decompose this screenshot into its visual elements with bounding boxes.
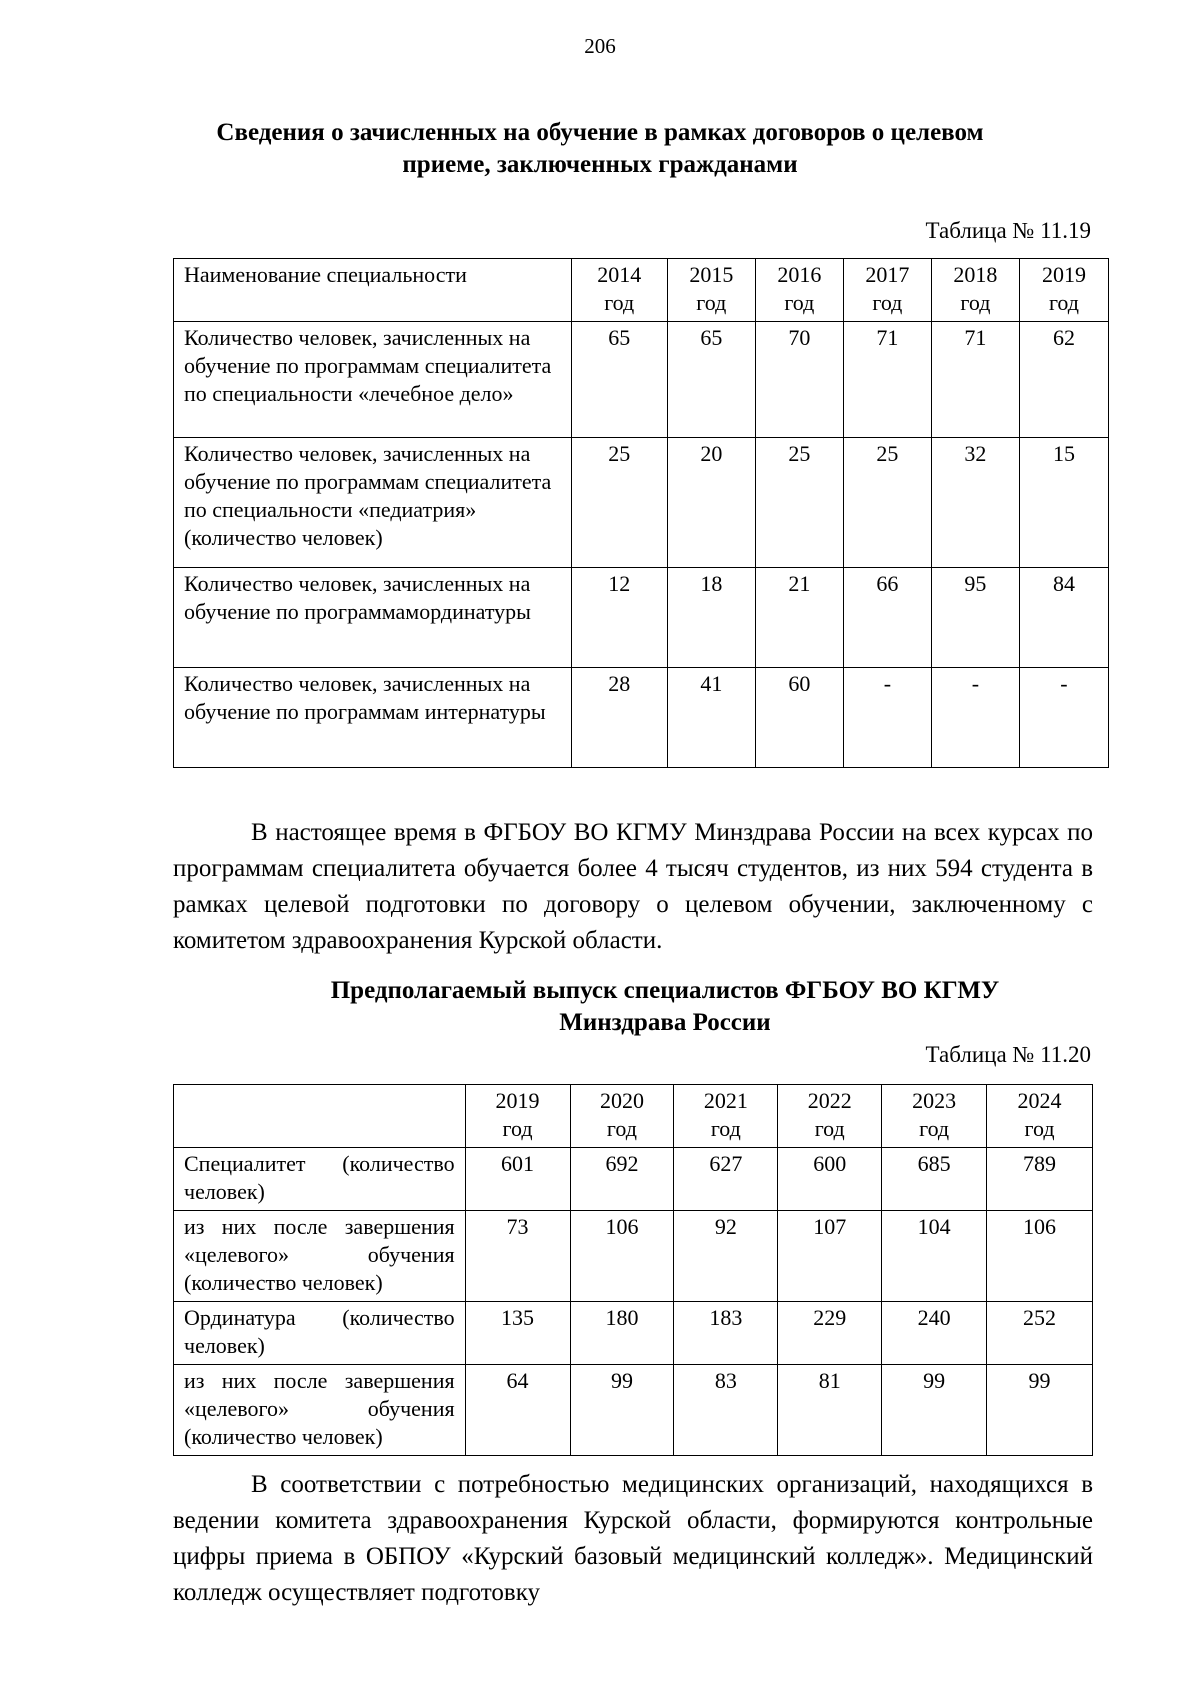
year-label: 2016 <box>777 262 822 287</box>
column-header-year <box>931 259 1019 322</box>
cell-value: 83 <box>674 1365 778 1456</box>
cell-value: 99 <box>882 1365 987 1456</box>
paragraph-1: В настоящее время в ФГБОУ ВО КГМУ Минздрава России на всех курсах по программам специалитета обучается более 4 тысяч студентов, из них 594 студента в рамках целевой подготовки по договору о целевом обучении, заключенному с комитетом здравоохранения Курской области. <box>173 819 1093 954</box>
cell-value: 15 <box>1019 438 1108 568</box>
cell-value: 107 <box>778 1211 882 1302</box>
table-row <box>174 1365 1093 1456</box>
table-row <box>174 438 1109 568</box>
year-unit: год <box>960 290 991 315</box>
year-label: 2024 <box>1017 1088 1062 1113</box>
table-row <box>174 668 1109 768</box>
table1-heading-line1: Сведения о зачисленных на обучение в рамках договоров о целевом <box>216 119 984 146</box>
year-label: 2023 <box>912 1088 957 1113</box>
cell-value: 65 <box>667 322 755 438</box>
cell-value: 64 <box>465 1365 570 1456</box>
cell-value: 41 <box>667 668 755 768</box>
year-label: 2018 <box>953 262 998 287</box>
table2-label: Таблица № 11.20 <box>925 1042 1091 1067</box>
cell-value: 692 <box>570 1148 674 1211</box>
column-header-year <box>571 259 667 322</box>
year-unit: год <box>710 1116 741 1141</box>
cell-value: 21 <box>755 568 843 668</box>
cell-value: 60 <box>755 668 843 768</box>
year-label: 2019 <box>1041 262 1086 287</box>
row-name: Специалитет (количество человек) <box>174 1148 466 1211</box>
cell-value: 229 <box>778 1302 882 1365</box>
column-header-year <box>987 1085 1093 1148</box>
cell-value: 601 <box>465 1148 570 1211</box>
cell-value: 12 <box>571 568 667 668</box>
cell-value: 71 <box>843 322 931 438</box>
row-name: из них после завершения «целевого» обучения (количество человек) <box>174 1211 466 1302</box>
cell-value: 71 <box>931 322 1019 438</box>
column-header-year <box>778 1085 882 1148</box>
row-name: Ординатура (количество человек) <box>174 1302 466 1365</box>
table2-heading-line1: Предполагаемый выпуск специалистов ФГБОУ ВО КГМУ <box>330 977 1000 1004</box>
row-name: Количество человек, зачисленных на обучение по программамординатуры <box>174 568 572 668</box>
year-label: 2015 <box>689 262 734 287</box>
year-label: 2022 <box>807 1088 852 1113</box>
cell-value: 135 <box>465 1302 570 1365</box>
cell-value: 789 <box>987 1148 1093 1211</box>
table-row <box>174 322 1109 438</box>
table-row <box>174 1211 1093 1302</box>
table-row <box>174 1148 1093 1211</box>
cell-value: 99 <box>987 1365 1093 1456</box>
column-header-year <box>667 259 755 322</box>
table1-label: Таблица № 11.19 <box>925 218 1091 243</box>
cell-value: - <box>1019 668 1108 768</box>
year-unit: год <box>502 1116 533 1141</box>
cell-value: 28 <box>571 668 667 768</box>
cell-value: 104 <box>882 1211 987 1302</box>
year-unit: год <box>784 290 815 315</box>
cell-value: 18 <box>667 568 755 668</box>
cell-value: 180 <box>570 1302 674 1365</box>
cell-value: 183 <box>674 1302 778 1365</box>
column-header-year <box>882 1085 987 1148</box>
year-unit: год <box>919 1116 950 1141</box>
year-unit: год <box>606 1116 637 1141</box>
table1-heading <box>150 117 1050 181</box>
table-row <box>174 568 1109 668</box>
cell-value: 25 <box>571 438 667 568</box>
row-name: Количество человек, зачисленных на обучение по программам специалитета по специальности «лечебное дело» <box>174 322 572 438</box>
cell-value: 600 <box>778 1148 882 1211</box>
year-unit: год <box>604 290 635 315</box>
year-unit: год <box>1024 1116 1055 1141</box>
table1-heading-line2: приеме, заключенных гражданами <box>402 151 798 178</box>
year-unit: год <box>696 290 727 315</box>
year-unit: год <box>872 290 903 315</box>
page-number: 206 <box>584 34 616 58</box>
table2-heading <box>215 975 1115 1039</box>
cell-value: 99 <box>570 1365 674 1456</box>
cell-value: 73 <box>465 1211 570 1302</box>
cell-value: 95 <box>931 568 1019 668</box>
cell-value: 25 <box>755 438 843 568</box>
cell-value: 84 <box>1019 568 1108 668</box>
cell-value: 20 <box>667 438 755 568</box>
paragraph-2: В соответствии с потребностью медицинских организаций, находящихся в ведении комитета здравоохранения Курской области, формируются контрольные цифры приема в ОБПОУ «Курский базовый медицинский колледж». Медицинский колледж осуществляет подготовку <box>173 1471 1093 1606</box>
table-row <box>174 1302 1093 1365</box>
cell-value: 70 <box>755 322 843 438</box>
year-label: 2017 <box>865 262 910 287</box>
cell-value: 252 <box>987 1302 1093 1365</box>
cell-value: 106 <box>987 1211 1093 1302</box>
year-unit: год <box>814 1116 845 1141</box>
row-name: из них после завершения «целевого» обучения (количество человек) <box>174 1365 466 1456</box>
column-header-year <box>570 1085 674 1148</box>
cell-value: 62 <box>1019 322 1108 438</box>
admissions-table <box>173 258 1109 768</box>
cell-value: 32 <box>931 438 1019 568</box>
cell-value: - <box>843 668 931 768</box>
column-header-year <box>755 259 843 322</box>
year-label: 2014 <box>597 262 642 287</box>
graduates-table <box>173 1084 1093 1456</box>
table-header-row <box>174 1085 1093 1148</box>
cell-value: - <box>931 668 1019 768</box>
cell-value: 627 <box>674 1148 778 1211</box>
cell-value: 240 <box>882 1302 987 1365</box>
row-name: Количество человек, зачисленных на обучение по программам интернатуры <box>174 668 572 768</box>
column-header-name: Наименование специальности <box>174 259 572 322</box>
cell-value: 25 <box>843 438 931 568</box>
cell-value: 65 <box>571 322 667 438</box>
column-header-year <box>843 259 931 322</box>
cell-value: 81 <box>778 1365 882 1456</box>
row-name: Количество человек, зачисленных на обучение по программам специалитета по специальности «педиатрия» (количество человек) <box>174 438 572 568</box>
column-header-year <box>674 1085 778 1148</box>
year-label: 2021 <box>703 1088 748 1113</box>
year-label: 2019 <box>495 1088 540 1113</box>
column-header-year <box>465 1085 570 1148</box>
cell-value: 106 <box>570 1211 674 1302</box>
year-unit: год <box>1048 290 1079 315</box>
column-header-year <box>1019 259 1108 322</box>
cell-value: 66 <box>843 568 931 668</box>
cell-value: 685 <box>882 1148 987 1211</box>
cell-value: 92 <box>674 1211 778 1302</box>
table2-heading-line2: Минздрава России <box>559 1009 771 1036</box>
year-label: 2020 <box>599 1088 644 1113</box>
column-header-empty <box>174 1085 466 1148</box>
table-header-row <box>174 259 1109 322</box>
